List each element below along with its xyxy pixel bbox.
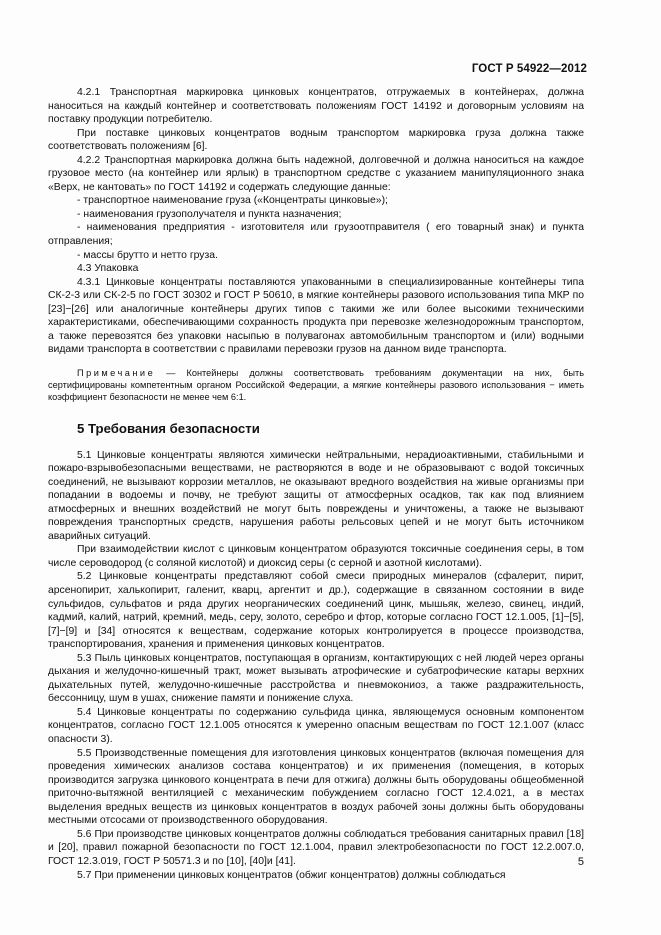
paragraph-5-5: 5.5 Производственные помещения для изготовления цинковых концентратов (включая помещения для проведения химических анализов состава концентратов) и их применения (помещения, в которых производится загрузка цинкового концентрата в печи для отжига) должны быть оборудованы общеобменной приточно-вытяжной вентиляцией с механическим побуждением согласно ГОСТ 12.4.021, а в местах выделения вредных веществ из цинковых концентратов в воздух рабочей зоны должны быть оборудованы местными отсосами от производственного оборудования. xyxy=(48,747,584,827)
list-item: - наименования грузополучателя и пункта назначения; xyxy=(77,208,342,220)
note xyxy=(48,367,584,404)
document-number-header: ГОСТ Р 54922—2012 xyxy=(471,63,587,75)
section-title: 5 Требования безопасности xyxy=(77,420,260,436)
paragraph-4-3-1: 4.3.1 Цинковые концентраты поставляются упакованными в специализированные контейнеры типа СК-2-3 или СК-2-5 по ГОСТ 30302 и ГОСТ Р 50610, в мягкие контейнеры разового использования типа МКР по [23]−[26] или аналогичные контейнеры других типов с такими же или более высокими техническими характеристиками, обеспечивающими сохранность продукта при перевозке железнодорожным транспортом, а также перевозятся без упаковки насыпью в полувагонах автомобильным транспортом и (или) водными видами транспорта в соответствии с правилами перевозки грузов на данном виде транспорта. xyxy=(48,276,584,356)
paragraph-5-3: 5.3 Пыль цинковых концентратов, поступающая в организм, контактирующих с ней людей через органы дыхания и желудочно-кишечный тракт, может вызывать атрофические и субатрофические катары верхних дыхательных путей, желудочно-кишечные расстройства и пневмокониоз, а также раздражительность, бессонницу, шум в ушах, снижение памяти и понижение слуха. xyxy=(48,652,584,705)
note-label: Примечание xyxy=(77,367,156,378)
paragraph-5-7: 5.7 При применении цинковых концентратов (обжиг концентратов) должны соблюдаться xyxy=(77,869,506,881)
paragraph-5-1: 5.1 Цинковые концентраты являются химически нейтральными, нерадиоактивными, стабильными и пожаро-взрывобезопасными веществами, не растворяются в воде и не образовывают с водой токсичных соединений, не вызывают коррозии металлов, не оказывают вредного воздействия на живые организмы при попадании в водоемы и почву, не требуют защиты от атмосферных осадков, так как под влиянием атмосферных и внешних воздействий не могут быть повреждены и уничтожены, а также не вызывают повреждения транспортных средств, нарушения работы рельсовых цепей и не могут быть источником аварийных ситуаций. xyxy=(48,449,584,542)
paragraph-4-2-1: 4.2.1 Транспортная маркировка цинковых концентратов, отгружаемых в контейнерах, должна наноситься на каждый контейнер и соответствовать положениям ГОСТ 14192 и договорным условиям на поставку продукции потребителю. xyxy=(48,87,584,126)
paragraph-acids: При взаимодействии кислот с цинковым концентратом образуются токсичные соединения серы, в том числе сероводород (с соляной кислотой) и диоксид серы (с серной и азотной кислотами). xyxy=(48,544,584,569)
note-text: — Контейнеры должны соответствовать требованиям документации на них, быть сертифицированы компетентным органом Российской Федерации, а мягкие контейнеры разового использования − иметь коэффициент безопасности не менее чем 6:1. xyxy=(48,367,584,403)
page-number: 5 xyxy=(577,856,584,868)
document-body xyxy=(48,86,584,882)
list-item: - массы брутто и нетто груза. xyxy=(77,249,218,261)
paragraph-water-transport: При поставке цинковых концентратов водным транспортом маркировка груза должна также соответствовать положениям [6]. xyxy=(48,127,584,153)
paragraph-4-2-2: 4.2.2 Транспортная маркировка должна быть надежной, долговечной и должна наноситься на каждое грузовое место (на контейнер или ярлык) в транспортном средстве с указанием манипуляционного знака «Верх, не кантовать» по ГОСТ 14192 и содержать следующие данные: xyxy=(48,154,584,193)
paragraph-5-6: 5.6 При производстве цинковых концентратов должны соблюдаться требования санитарных правил [18] и [20], правил пожарной безопасности по ГОСТ 12.1.004, правил электробезопасности по ГОСТ 12.2.007.0, ГОСТ 12.3.019, ГОСТ Р 50571.3 и по [10], [40]и [41]. xyxy=(48,828,584,867)
list-item: - наименования предприятия - изготовителя или грузоотправителя ( его товарный знак) и пункта отправления; xyxy=(48,222,584,248)
subsection-heading-4-3: 4.3 Упаковка xyxy=(77,263,139,275)
list-item: - транспортное наименование груза («Концентраты цинковые»); xyxy=(77,195,388,207)
paragraph-5-2: 5.2 Цинковые концентраты представляют собой смеси природных минералов (сфалерит, пирит, арсенопирит, халькопирит, галенит, кварц, аргентит и др.), содержащие в связанном состоянии в виде сульфидов, сульфатов и ряда других неорганических соединений цинк, мышьяк, железо, свинец, индий, кадмий, калий, натрий, кремний, медь, серу, золото, серебро и фтор, которые согласно ГОСТ 12.1.005, [1]−[5], [7]−[9] и [34] относятся к веществам, содержание которых контролируется в процессе производства, транспортирования, хранения и применения цинковых концентратов. xyxy=(48,571,584,651)
paragraph-5-4: 5.4 Цинковые концентраты по содержанию сульфида цинка, являющемуся основным компонентом концентратов, согласно ГОСТ 12.1.005 относятся к умеренно опасным веществам по ГОСТ 12.1.007 (класс опасности 3). xyxy=(48,706,584,746)
